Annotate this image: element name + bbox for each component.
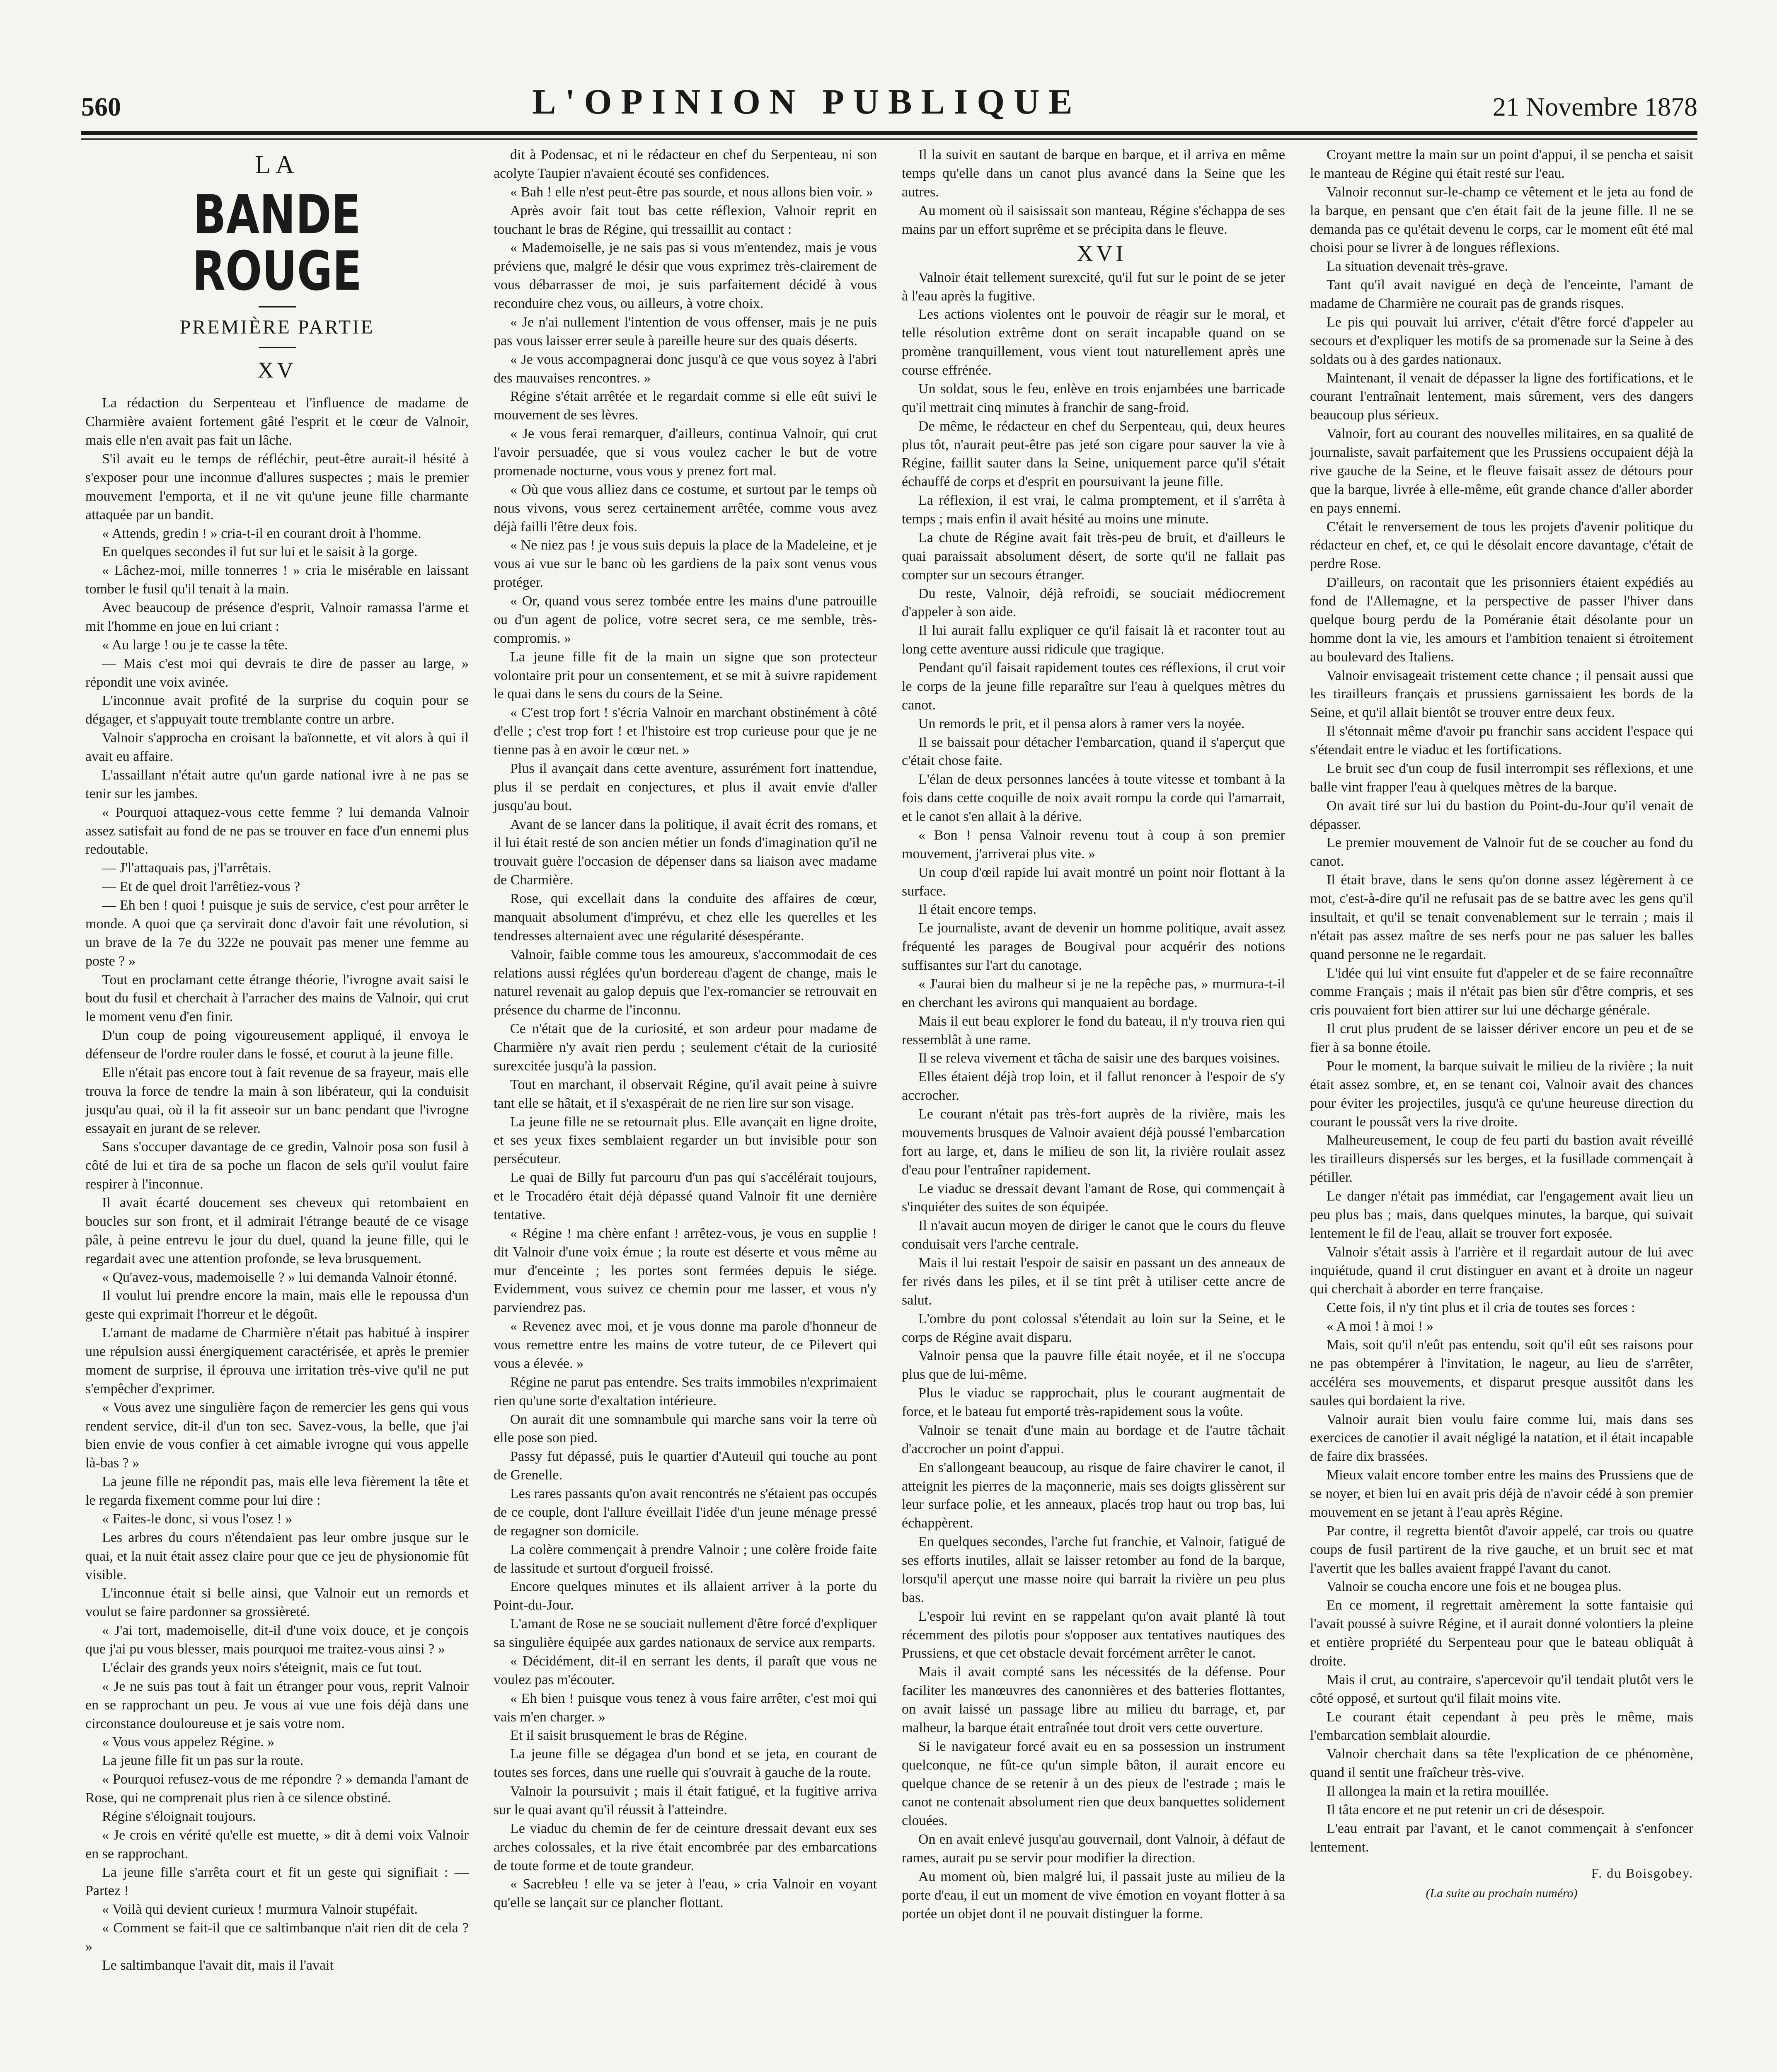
paragraph: « Ne niez pas ! je vous suis depuis la place de la Madeleine, et je vous ai vue sur le banc où les gardiens de la paix sont venus vous protéger. xyxy=(494,537,877,591)
paragraph: On avait tiré sur lui du bastion du Point-du-Jour qu'il venait de dépasser. xyxy=(1310,798,1693,832)
paragraph: Il avait écarté doucement ses cheveux qui retombaient en boucles sur son front, et il admirait l'étrange beauté de ce visage pâle, à peine entrevu le jour du duel, quand la jeune fille, qui le regardait avec une attention profonde, se leva brusquement. xyxy=(85,1195,469,1266)
paragraph: Un coup d'œil rapide lui avait montré un point noir flottant à la surface. xyxy=(902,864,1285,899)
paragraph: C'était le renversement de tous les projets d'avenir politique du rédacteur en chef, et, ce qui le désolait encore davantage, c'était de perdre Rose. xyxy=(1310,519,1693,572)
paragraph: — Et de quel droit l'arrêtiez-vous ? xyxy=(102,879,300,895)
paragraph: « Je vous ferai remarquer, d'ailleurs, continua Valnoir, qui crut l'avoir persuadée, que si vous voulez cacher le but de votre promenade nocturne, vous vous y prenez fort mal. xyxy=(494,426,877,479)
column-3-body xyxy=(902,146,1285,1924)
paragraph: Mais il lui restait l'espoir de saisir en passant un des anneaux de fer rivés dans les piles, et il se tint prêt à utiliser cette ancre de salut. xyxy=(902,1255,1285,1308)
header-rule xyxy=(81,131,1697,135)
paragraph: « Pourquoi refusez-vous de me répondre ? » demanda l'amant de Rose, qui ne comprenait plus rien à ce silence obstiné. xyxy=(85,1772,469,1806)
paragraph: « J'aurai bien du malheur si je ne la repêche pas, » murmura-t-il en cherchant les avirons qui manquaient au bordage. xyxy=(902,976,1285,1010)
page-header xyxy=(81,82,1697,122)
journal-title: L'OPINION PUBLIQUE xyxy=(532,82,1082,121)
paragraph: Si le navigateur forcé avait eu en sa possession un instrument quelconque, ne fût-ce qu'un simple bâton, il aurait encore eu quelque chance de se retenir à un des pieux de l'estrade ; mais le canot ne contenait absolument rien que deux banquettes solidement clouées. xyxy=(902,1738,1285,1829)
paragraph: La situation devenait très-grave. xyxy=(1327,259,1508,274)
paragraph: Ce n'était que de la curiosité, et son ardeur pour madame de Charmière n'y avait rien perdu ; seulement c'était de la curiosité surexcitée jusqu'à la passion. xyxy=(494,1021,877,1074)
paragraph: Croyant mettre la main sur un point d'appui, il se pencha et saisit le manteau de Régine qui était resté sur l'eau. xyxy=(1310,147,1693,181)
paragraph: La réflexion, il est vrai, le calma promptement, et il s'arrêta à temps ; mais enfin il avait hésité au moins une minute. xyxy=(902,493,1285,527)
paragraph: Au moment où, bien malgré lui, il passait juste au milieu de la porte d'eau, il eut un moment de vive émotion en voyant flotter à sa portée un objet dont il ne pouvait distinguer la forme. xyxy=(902,1869,1285,1922)
paragraph: « Vous avez une singulière façon de remercier les gens qui vous rendent service, dit-il d'un ton sec. Savez-vous, la belle, que j'ai bien envie de vous confier à cet aimable ivrogne qui vous appelle là-bas ? » xyxy=(85,1399,469,1471)
author-signature: F. du Boisgobey. xyxy=(1591,1865,1693,1881)
column-1-body xyxy=(85,394,469,1975)
paragraph: Elle n'était pas encore tout à fait revenue de sa frayeur, mais elle trouva la force de tendre la main à son libérateur, qui la conduisit jusqu'au quai, où il la fit asseoir sur un banc pendant que l'ivrogne essayait en jurant de se relever. xyxy=(85,1065,469,1136)
paragraph: La rédaction du Serpenteau et l'influence de madame de Charmière avaient fortement gâté l'esprit et le cœur de Valnoir, mais elle n'en avait pas fait un lâche. xyxy=(85,395,469,448)
paragraph: L'inconnue était si belle ainsi, que Valnoir eut un remords et voulut se faire pardonner sa grossièreté. xyxy=(85,1585,469,1620)
paragraph: Il la suivit en sautant de barque en barque, et il arriva en même temps qu'elle dans un canot plus avancé dans la Seine que les autres. xyxy=(902,147,1285,200)
paragraph: Maintenant, il venait de dépasser la ligne des fortifications, et le courant l'entraînait lentement, mais sûrement, vers des dangers beaucoup plus sérieux. xyxy=(1310,370,1693,423)
paragraph: Il n'avait aucun moyen de diriger le canot que le cours du fleuve conduisait vers l'arche centrale. xyxy=(902,1218,1285,1252)
chapter-heading-xvi: XVI xyxy=(1077,241,1127,266)
column-2-body xyxy=(494,146,877,1912)
continued-note: (La suite au prochain numéro) xyxy=(1426,1886,1578,1900)
paragraph: « Régine ! ma chère enfant ! arrêtez-vous, je vous en supplie ! dit Valnoir d'une voix émue ; la route est déserte et vous même au mur d'enceinte ; les portes sont fermées depuis le siége. Evidemment, vous suivez ce chemin pour me lasser, et vous n'y parviendrez pas. xyxy=(494,1225,877,1316)
paragraph: Il voulut lui prendre encore la main, mais elle le repoussa d'un geste qui exprimait l'horreur et le dégoût. xyxy=(85,1288,469,1322)
paragraph: Mais, soit qu'il n'eût pas entendu, soit qu'il eût ses raisons pour ne pas obtempérer à l'invitation, le nageur, au lieu de s'arrêter, accéléra ses mouvements, et disparut presque aussitôt dans les saules qui bordaient la rive. xyxy=(1310,1337,1693,1409)
paragraph: « Décidément, dit-il en serrant les dents, il paraît que vous ne voulez pas m'écouter. xyxy=(494,1653,877,1687)
paragraph: — J'l'attaquais pas, j'l'arrêtais. xyxy=(102,860,271,876)
paragraph: Avec beaucoup de présence d'esprit, Valnoir ramassa l'arme et mit l'homme en joue en lui criant : xyxy=(85,600,469,634)
paragraph: « Je vous accompagnerai donc jusqu'à ce que vous soyez à l'abri des mauvaises rencontres. » xyxy=(494,351,877,386)
paragraph: « Faites-le donc, si vous l'osez ! » xyxy=(102,1511,293,1527)
paragraph: La jeune fille fit un pas sur la route. xyxy=(102,1753,304,1769)
paragraph: Tout en marchant, il observait Régine, qu'il avait peine à suivre tant elle se hâtait, et il s'exaspérait de ne rien lire sur son visage. xyxy=(494,1077,877,1111)
paragraph: L'eau entrait par l'avant, et le canot commençait à s'enfoncer lentement. xyxy=(1310,1820,1693,1855)
paragraph: D'ailleurs, on racontait que les prisonniers étaient expédiés au fond de l'Allemagne, et la perspective de passer l'hiver dans quelque bourg perdu de la Poméranie était désolante pour un homme dont la vie, les amours et l'ambition tenaient si étroitement au boulevard des Italiens. xyxy=(1310,575,1693,665)
paragraph: La jeune fille s'arrêta court et fit un geste qui signifiait : — Partez ! xyxy=(85,1864,469,1899)
paragraph: Plus il avançait dans cette aventure, assurément fort inattendue, plus il se perdait en conjectures, et plus il avait envie d'aller jusqu'au bout. xyxy=(494,760,877,813)
paragraph: Il se releva vivement et tâcha de saisir une des barques voisines. xyxy=(918,1051,1280,1066)
paragraph: « Vous vous appelez Régine. » xyxy=(102,1734,275,1750)
paragraph: L'amant de Rose ne se souciait nullement d'être forcé d'expliquer sa singulière équipée aux gardes nationaux de service aux remparts. xyxy=(494,1616,877,1650)
paragraph: L'élan de deux personnes lancées à toute vitesse et tombant à la fois dans cette coquille de noix avait rompu la corde qui l'amarrait, et le canot s'en allait à la dérive. xyxy=(902,772,1285,825)
paragraph: Régine ne parut pas entendre. Ses traits immobiles n'exprimaient rien qu'une sorte d'exaltation intérieure. xyxy=(494,1374,877,1409)
paragraph: Le courant n'était pas très-fort auprès de la rivière, mais les mouvements brusques de Valnoir avaient déjà poussé l'embarcation fort au large, et, dans le milieu de son lit, la rivière roulait assez d'eau pour l'entraîner rapidement. xyxy=(902,1106,1285,1178)
column-2 xyxy=(489,146,881,2072)
paragraph: Il était brave, dans le sens qu'on donne assez légèrement à ce mot, c'est-à-dire qu'il ne refusait pas de se battre avec les gens qu'il insultait, et qu'il se tenait convenablement sur le terrain ; mais il n'était pas assez maître de ses nerfs pour ne pas saluer les balles quand personne ne le regardait. xyxy=(1310,872,1693,962)
paragraph: Un remords le prit, et il pensa alors à ramer vers la noyée. xyxy=(918,716,1245,731)
part-title: PREMIÈRE PARTIE xyxy=(179,316,375,338)
paragraph: « J'ai tort, mademoiselle, dit-il d'une voix douce, et je conçois que j'ai pu vous blesser, mais pourquoi me traitez-vous ainsi ? » xyxy=(85,1623,469,1657)
paragraph: Régine s'éloignait toujours. xyxy=(102,1808,256,1824)
paragraph: Valnoir reconnut sur-le-champ ce vêtement et le jeta au fond de la barque, en pensant que c'en était fait de la jeune fille. Il ne se demanda pas ce qu'était devenu le corps, car le moment eût été mal choisi pour se livrer à de longues réflexions. xyxy=(1310,184,1693,256)
paragraph: Il tâta encore et ne put retenir un cri de désespoir. xyxy=(1327,1802,1605,1818)
paragraph: Il se baissait pour détacher l'embarcation, quand il s'aperçut que c'était chose faite. xyxy=(902,734,1285,769)
paragraph: Le bruit sec d'un coup de fusil interrompit ses réflexions, et une balle vint frapper l'eau à quelques mètres de la barque. xyxy=(1310,760,1693,795)
paragraph: Les actions violentes ont le pouvoir de réagir sur le moral, et telle résolution extrême dont on serait incapable quand on se promène tranquillement, vous vient tout naturellement après une course effrénée. xyxy=(902,307,1285,378)
paragraph: L'idée qui lui vint ensuite fut d'appeler et de se faire reconnaître comme Français ; mais il n'était pas bien sûr d'être compris, et ses cris pouvaient fort bien attirer sur lui une décharge générale. xyxy=(1310,965,1693,1018)
paragraph: « Où que vous alliez dans ce costume, et surtout par le temps où nous vivons, vous serez certainement arrêtée, comme vous avez déjà failli l'être deux fois. xyxy=(494,482,877,535)
paragraph: La jeune fille ne se retournait plus. Elle avançait en ligne droite, et ses yeux fixes semblaient regarder un but invisible pour son persécuteur. xyxy=(494,1114,877,1167)
paragraph: Tant qu'il avait navigué en deçà de l'enceinte, l'amant de madame de Charmière ne courait pas de grands risques. xyxy=(1310,277,1693,311)
paragraph: En quelques secondes il fut sur lui et le saisit à la gorge. xyxy=(102,544,418,560)
paragraph: Pour le moment, la barque suivait le milieu de la rivière ; la nuit était assez sombre, et, en se tenant coi, Valnoir avait des chances pour éviter les projectiles, jusqu'à ce qu'une heureuse direction du courant le poussât vers la rive droite. xyxy=(1310,1058,1693,1130)
paragraph: Cette fois, il n'y tint plus et il cria de toutes ses forces : xyxy=(1327,1300,1635,1316)
paragraph: Le saltimbanque l'avait dit, mais il l'avait xyxy=(102,1957,334,1973)
paragraph: « Mademoiselle, je ne sais pas si vous m'entendez, mais je vous préviens que, malgré le désir que vous exprimez très-clairement de vous débarrasser de moi, je suis parfaitement décidé à vous reconduire chez vous, ou ailleurs, à votre choix. xyxy=(494,240,877,311)
paragraph: Elles étaient déjà trop loin, et il fallut renoncer à l'espoir de s'y accrocher. xyxy=(902,1069,1285,1104)
paragraph: Valnoir, faible comme tous les amoureux, s'accommodait de ces relations aussi réglées qu'un bordereau d'agent de change, mais le naturel revenait au galop depuis que l'ex-romancier se retrouvait en présence du charme de l'inconnu. xyxy=(494,946,877,1018)
paragraph: En quelques secondes, l'arche fut franchie, et Valnoir, fatigué de ses efforts inutiles, allait se laisser retomber au fond de la barque, lorsqu'il aperçut une masse noire qui barrait la rivière un peu plus bas. xyxy=(902,1534,1285,1605)
paragraph: Le journaliste, avant de devenir un homme politique, avait assez fréquenté les parages de Bougival pour acquérir des notions suffisantes sur l'art du canotage. xyxy=(902,920,1285,973)
paragraph: Sans s'occuper davantage de ce gredin, Valnoir posa son fusil à côté de lui et tira de sa poche un flacon de sels qu'il voulut faire respirer à l'inconnue. xyxy=(85,1139,469,1192)
paragraph: Le viaduc se dressait devant l'amant de Rose, qui commençait à s'inquiéter des suites de son équipée. xyxy=(902,1181,1285,1215)
paragraph: La chute de Régine avait fait très-peu de bruit, et d'ailleurs le quai paraissait absolument désert, de sorte qu'il ne fallait pas compter sur un secours étranger. xyxy=(902,530,1285,583)
paragraph: « Voilà qui devient curieux ! murmura Valnoir stupéfait. xyxy=(102,1902,418,1917)
paragraph: L'ombre du pont colossal s'étendait au loin sur la Seine, et le corps de Régine avait disparu. xyxy=(902,1311,1285,1345)
paragraph: Du reste, Valnoir, déjà refroidi, se souciait médiocrement d'appeler à son aide. xyxy=(902,586,1285,620)
paragraph: D'un coup de poing vigoureusement appliqué, il envoya le défenseur de l'ordre rouler dans le fossé, et courut à la jeune fille. xyxy=(85,1028,469,1062)
paragraph: Valnoir était tellement surexcité, qu'il fut sur le point de se jeter à l'eau après la fugitive. xyxy=(902,269,1285,304)
paragraph: Mais il avait compté sans les nécessités de la défense. Pour faciliter les manœuvres des canonnières et des batteries flottantes, on avait laissé un passage libre au milieu du barrage, et, par malheur, la barque était entraînée tout droit vers cette ouverture. xyxy=(902,1664,1285,1736)
paragraph: Avant de se lancer dans la politique, il avait écrit des romans, et il lui était resté de son ancien métier un fonds d'imagination qu'il ne trouvait guère l'occasion de dépenser dans sa liaison avec madame de Charmière. xyxy=(494,816,877,888)
paragraph: Il crut plus prudent de se laisser dériver encore un peu et de se fier à sa bonne étoile. xyxy=(1310,1021,1693,1055)
paragraph: Valnoir s'approcha en croisant la baïonnette, et vit alors à qui il avait eu affaire. xyxy=(85,730,469,765)
chapter-heading-xv: XV xyxy=(257,358,297,383)
paragraph: Le courant était cependant à peu près le même, mais l'embarcation semblait alourdie. xyxy=(1310,1709,1693,1743)
paragraph: L'inconnue avait profité de la surprise du coquin pour se dégager, et s'appuyait toute tremblante contre un arbre. xyxy=(85,693,469,727)
paragraph: Mais il eut beau explorer le fond du bateau, il n'y trouva rien qui ressemblât à une rame. xyxy=(902,1013,1285,1048)
paragraph: Valnoir envisageait tristement cette chance ; il pensait aussi que les tirailleurs français et prussiens garnissaient les bords de la Seine, et qu'il allait bientôt se trouver entre deux feux. xyxy=(1310,668,1693,721)
paragraph: On en avait enlevé jusqu'au gouvernail, dont Valnoir, à défaut de rames, aurait pu se servir pour modifier la direction. xyxy=(902,1832,1285,1866)
column-1 xyxy=(81,146,473,2072)
paragraph: Le viaduc du chemin de fer de ceinture dressait devant eux ses arches colossales, et la rive était encombrée par des embarcations de toute forme et de toute grandeur. xyxy=(494,1820,877,1874)
paragraph: « Bah ! elle n'est peut-être pas sourde, et nous allons bien voir. » xyxy=(510,184,873,200)
paragraph: Valnoir se coucha encore une fois et ne bougea plus. xyxy=(1327,1579,1622,1595)
paragraph: Il était encore temps. xyxy=(918,902,1037,917)
paragraph: Encore quelques minutes et ils allaient arriver à la porte du Point-du-Jour. xyxy=(494,1579,877,1613)
paragraph: « Sacrebleu ! elle va se jeter à l'eau, » cria Valnoir en voyant qu'elle se lançait sur ce plancher flottant. xyxy=(494,1876,877,1911)
paragraph: L'assaillant n'était autre qu'un garde national ivre à ne pas se tenir sur les jambes. xyxy=(85,767,469,801)
paragraph: « Je n'ai nullement l'intention de vous offenser, mais je ne puis pas vous laisser errer seule à pareille heure sur des quais déserts. xyxy=(494,314,877,349)
paragraph: Pendant qu'il faisait rapidement toutes ces réflexions, il crut voir le corps de la jeune fille reparaître sur l'eau à quelques mètres du canot. xyxy=(902,660,1285,713)
paragraph: L'amant de madame de Charmière n'était pas habitué à inspirer une répulsion aussi énergiquement caractérisée, et après le premier moment de surprise, il éprouva une irritation très-vive qu'il ne put s'empêcher d'exprimer. xyxy=(85,1325,469,1397)
paragraph: — Eh ben ! quoi ! puisque je suis de service, c'est pour arrêter le monde. A quoi que ça servirait donc d'avoir fait une révolution, si un brave de la 7e du 322e ne pouvait pas mener une femme au poste ? » xyxy=(85,898,469,969)
paragraph: Au moment où il saisissait son manteau, Régine s'échappa de ses mains par un effort suprême et se précipita dans le fleuve. xyxy=(902,203,1285,237)
page-number: 560 xyxy=(81,92,121,121)
paragraph: On aurait dit une somnambule qui marche sans voir la terre où elle pose son pied. xyxy=(494,1411,877,1446)
paragraph: Régine s'était arrêtée et le regardait comme si elle eût suivi le mouvement de ses lèvres. xyxy=(494,389,877,423)
paragraph: La jeune fille ne répondit pas, mais elle leva fièrement la tête et le regarda fixement comme pour lui dire : xyxy=(85,1474,469,1508)
paragraph: Le pis qui pouvait lui arriver, c'était d'être forcé d'appeler au secours et d'expliquer les motifs de sa promenade sur la Seine à des soldats ou à des gardes nationaux. xyxy=(1310,314,1693,367)
paragraph: Valnoir, fort au courant des nouvelles militaires, en sa qualité de journaliste, savait parfaitement que les Prussiens occupaient déjà la rive gauche de la Seine, et le fleuve faisait assez de détours pour que la barque, livrée à elle-même, eût grande chance d'aller aborder en pays ennemi. xyxy=(1310,426,1693,516)
paragraph: « Pourquoi attaquez-vous cette femme ? lui demanda Valnoir assez satisfait au fond de ne pas se trouver en face d'un ennemi plus redoutable. xyxy=(85,804,469,857)
paragraph: Passy fut dépassé, puis le quartier d'Auteuil qui touche au pont de Grenelle. xyxy=(494,1449,877,1483)
paragraph: Le quai de Billy fut parcouru d'un pas qui s'accélérait toujours, et le Trocadéro était déjà dépassé quand Valnoir fit une dernière tentative. xyxy=(494,1170,877,1222)
paragraph: — Mais c'est moi qui devrais te dire de passer au large, » répondit une voix avinée. xyxy=(85,656,469,690)
paragraph: Le danger n'était pas immédiat, car l'engagement avait lieu un peu plus bas ; mais, dans quelques minutes, la barque, qui suivait lentement le fil de l'eau, allait se trouver fort exposée. xyxy=(1310,1188,1693,1241)
paragraph: Les rares passants qu'on avait rencontrés ne s'étaient pas occupés de ce couple, dont l'allure éveillait l'idée d'un jeune ménage pressé de regagner son domicile. xyxy=(494,1486,877,1539)
paragraph: Valnoir la poursuivit ; mais il était fatigué, et la fugitive arriva sur le quai avant qu'il réussit à l'atteindre. xyxy=(494,1784,877,1818)
paragraph: Valnoir s'était assis à l'arrière et il regardait autour de lui avec inquiétude, quand il crut distinguer en avant et à droite un nageur qui cherchait à aborder en terre française. xyxy=(1310,1244,1693,1297)
paragraph: « Bon ! pensa Valnoir revenu tout à coup à son premier mouvement, j'arriverai plus vite. » xyxy=(902,827,1285,862)
story-title: BANDE ROUGE xyxy=(192,183,362,303)
paragraph: Valnoir pensa que la pauvre fille était noyée, et il ne s'occupa plus que de lui-même. xyxy=(902,1348,1285,1382)
paragraph: Malheureusement, le coup de feu parti du bastion avait réveillé les tirailleurs dispersés sur les berges, et la fusillade commençait à pétiller. xyxy=(1310,1133,1693,1186)
paragraph: « Au large ! ou je te casse la tête. xyxy=(102,637,288,653)
column-3 xyxy=(898,146,1289,2072)
paragraph: « C'est trop fort ! s'écria Valnoir en marchant obstinément à côté d'elle ; c'est trop fort ! et l'histoire est trop curieuse pour que je ne tienne pas à en avoir le cœur net. » xyxy=(494,705,877,758)
paragraph: S'il avait eu le temps de réfléchir, peut-être aurait-il hésité à s'exposer pour une inconnue d'allures suspectes ; mais le premier mouvement l'emporta, et il ne vit qu'une jeune fille charmante attaquée par un bandit. xyxy=(85,451,469,523)
paragraph: Et il saisit brusquement le bras de Régine. xyxy=(510,1728,748,1743)
paragraph: « Je crois en vérité qu'elle est muette, » dit à demi voix Valnoir en se rapprochant. xyxy=(85,1827,469,1861)
paragraph: Il allongea la main et la retira mouillée. xyxy=(1327,1784,1549,1799)
story-label: LA xyxy=(255,151,299,179)
paragraph: « Attends, gredin ! » cria-t-il en courant droit à l'homme. xyxy=(102,525,421,541)
paragraph: Valnoir aurait bien voulu faire comme lui, mais dans ses exercices de canotier il avait négligé la natation, et il était incapable de faire dix brassées. xyxy=(1310,1411,1693,1464)
paragraph: dit à Podensac, et ni le rédacteur en chef du Serpenteau, ni son acolyte Taupier n'avaient écouté ses confidences. xyxy=(494,147,877,181)
column-4 xyxy=(1306,146,1697,2072)
paragraph: Après avoir fait tout bas cette réflexion, Valnoir reprit en touchant le bras de Régine, qui tressaillit au contact : xyxy=(494,203,877,237)
article-columns xyxy=(81,146,1697,2072)
paragraph: « A moi ! à moi ! » xyxy=(1327,1319,1433,1334)
paragraph: « Comment se fait-il que ce saltimbanque n'ait rien dit de cela ? » xyxy=(85,1920,469,1955)
paragraph: « Or, quand vous serez tombée entre les mains d'une patrouille ou d'un agent de police, votre secret sera, ce me semble, très-compromis. » xyxy=(494,593,877,646)
paragraph: « Je ne suis pas tout à fait un étranger pour vous, reprit Valnoir en se rapprochant un peu. Je vous ai vue une fois déjà dans une circonstance douloureuse et je sais votre nom. xyxy=(85,1678,469,1731)
paragraph: Par contre, il regretta bientôt d'avoir appelé, car trois ou quatre coups de fusil partirent de la rive gauche, et un bruit sec et mat l'avertit que les balles avaient frappé l'avant du canot. xyxy=(1310,1523,1693,1576)
paragraph: En s'allongeant beaucoup, au risque de faire chavirer le canot, il atteignit les pierres de la maçonnerie, mais ses doigts glissèrent sur leur surface polie, et les anneaux, placés trop haut ou trop bas, lui échappèrent. xyxy=(902,1460,1285,1531)
paragraph: Il lui aurait fallu expliquer ce qu'il faisait là et raconter tout au long cette aventure aussi ridicule que tragique. xyxy=(902,623,1285,657)
paragraph: La jeune fille se dégagea d'un bond et se jeta, en courant de toutes ses forces, dans une ruelle qui s'ouvrait à gauche de la route. xyxy=(494,1746,877,1781)
paragraph: Tout en proclamant cette étrange théorie, l'ivrogne avait saisi le bout du fusil et cherchait à l'arracher des mains de Valnoir, qui crut le moment venu d'en finir. xyxy=(85,972,469,1025)
paragraph: Mieux valait encore tomber entre les mains des Prussiens que de se noyer, et bien lui en avait pris déjà de n'avoir cédé à son premier mouvement en se jetant à l'eau après Régine. xyxy=(1310,1467,1693,1520)
title-divider xyxy=(259,306,296,307)
paragraph: De même, le rédacteur en chef du Serpenteau, qui, deux heures plus tôt, n'aurait peut-être pas jeté son cigare pour sauver la vie à Régine, faillit sauter dans la Seine, uniquement parce qu'il s'était échauffé de corps et d'esprit en poursuivant la jeune fille. xyxy=(902,418,1285,490)
paragraph: En ce moment, il regrettait amèrement la sotte fantaisie qui l'avait poussé à suivre Régine, et il aurait donné volontiers la pleine et entière propriété du Serpenteau pour que le bateau obliquât à droite. xyxy=(1310,1598,1693,1669)
part-divider xyxy=(259,347,296,348)
paragraph: L'éclair des grands yeux noirs s'éteignit, mais ce fut tout. xyxy=(102,1660,422,1675)
paragraph: Il s'étonnait même d'avoir pu franchir sans accident l'espace qui s'étendait entre le viaduc et les fortifications. xyxy=(1310,724,1693,758)
paragraph: Rose, qui excellait dans la conduite des affaires de cœur, manquait absolument d'imprévu, et chez elle les querelles et les tendresses alternaient avec une régularité désespérante. xyxy=(494,891,877,944)
paragraph: Plus le viaduc se rapprochait, plus le courant augmentait de force, et le bateau fut emporté très-rapidement sous la voûte. xyxy=(902,1385,1285,1420)
issue-date: 21 Novembre 1878 xyxy=(1492,92,1697,121)
paragraph: La jeune fille fit de la main un signe que son protecteur volontaire prit pour un consentement, et se mit à suivre rapidement le quai dans le sens du cours de la Seine. xyxy=(494,649,877,702)
paragraph: Mais il crut, au contraire, s'apercevoir qu'il tendait plutôt vers le côté opposé, et surtout qu'il filait moins vite. xyxy=(1310,1672,1693,1706)
paragraph: Les arbres du cours n'étendaient pas leur ombre jusque sur le quai, et la nuit était assez claire pour que ce jeu de physionomie fût visible. xyxy=(85,1530,469,1583)
column-4-body xyxy=(1310,146,1693,1857)
paragraph: Valnoir se tenait d'une main au bordage et de l'autre tâchait d'accrocher un point d'appui. xyxy=(902,1422,1285,1457)
paragraph: La colère commençait à prendre Valnoir ; une colère froide faite de lassitude et surtout d'orgueil froissé. xyxy=(494,1542,877,1576)
paragraph: « Eh bien ! puisque vous tenez à vous faire arrêter, c'est moi qui vais m'en charger. » xyxy=(494,1690,877,1725)
paragraph: « Qu'avez-vous, mademoiselle ? » lui demanda Valnoir étonné. xyxy=(102,1269,458,1285)
paragraph: « Lâchez-moi, mille tonnerres ! » cria le misérable en laissant tomber le fusil qu'il tenait à la main. xyxy=(85,563,469,597)
paragraph: « Revenez avec moi, et je vous donne ma parole d'honneur de vous remettre entre les mains de votre tuteur, de ce Pilevert qui vous a élevée. » xyxy=(494,1319,877,1371)
paragraph: Valnoir cherchait dans sa tête l'explication de ce phénomène, quand il sentit une fraîcheur très-vive. xyxy=(1310,1746,1693,1781)
paragraph: L'espoir lui revint en se rappelant qu'on avait planté là tout récemment des pilotis pour s'opposer aux tentatives nautiques des Prussiens, et que cet obstacle devait forcément arrêter le canot. xyxy=(902,1608,1285,1661)
paragraph: Un soldat, sous le feu, enlève en trois enjambées une barricade qu'il mettrait cinq minutes à franchir de sang-froid. xyxy=(902,381,1285,415)
paragraph: Le premier mouvement de Valnoir fut de se coucher au fond du canot. xyxy=(1310,835,1693,869)
